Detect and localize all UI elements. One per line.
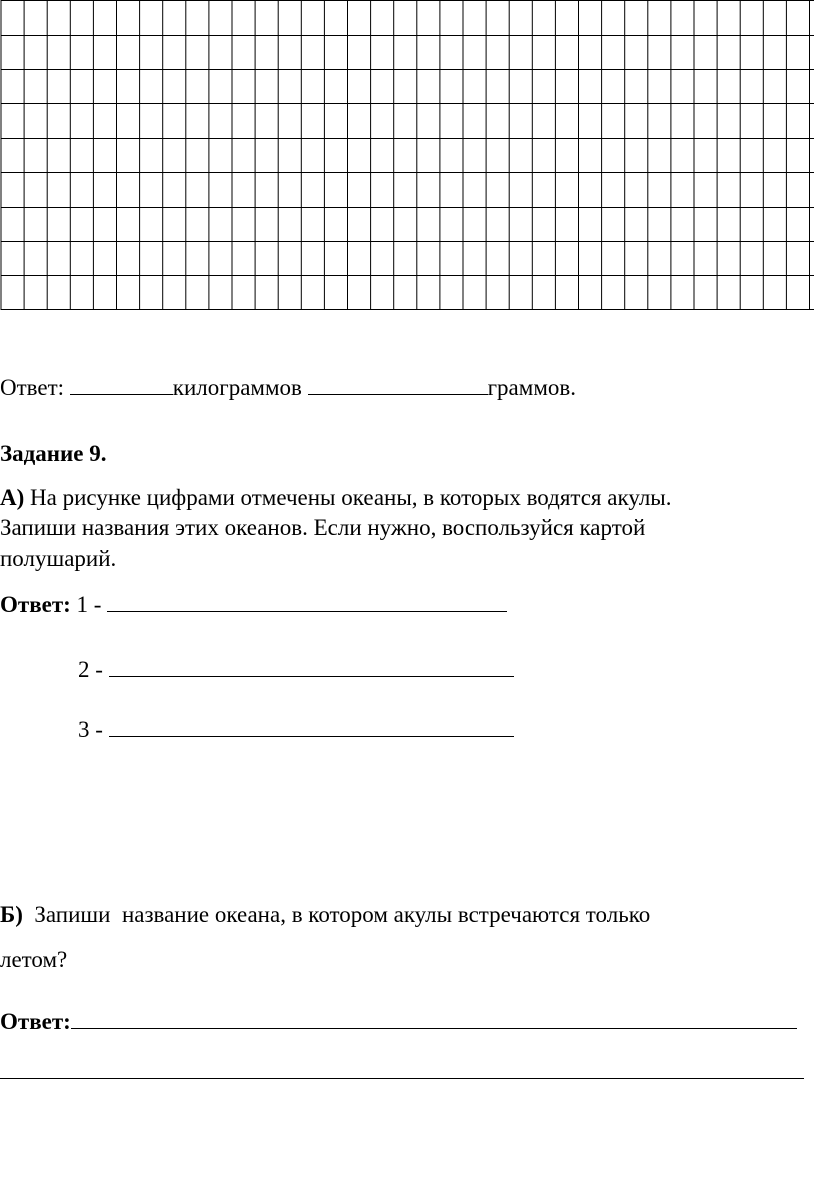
answer-2-blank[interactable] — [109, 656, 514, 677]
kg-unit-label: килограммов — [172, 375, 302, 400]
part-a-answer-3 — [78, 716, 514, 744]
part-b-text-1: Запиши название океана, в котором акулы встречаются только — [22, 902, 651, 927]
answer-grid — [0, 0, 816, 310]
part-b-answer-label: Ответ: — [0, 1009, 71, 1034]
weight-answer-line — [0, 374, 576, 402]
g-unit-label: граммов. — [487, 375, 576, 400]
part-a-text-1: На рисунке цифрами отмечены океаны, в которых водятся акулы. — [24, 485, 672, 510]
weight-answer-prefix: Ответ: — [0, 375, 70, 400]
part-a-answer-2 — [78, 656, 514, 684]
part-b-text-2: летом? — [0, 947, 68, 972]
part-a-marker: А) — [0, 485, 25, 510]
part-a-text-2: Запиши названия этих океанов. Если нужно, воспользуйся картой — [0, 515, 646, 540]
task9a-line1 — [0, 484, 672, 512]
kg-answer-blank[interactable] — [70, 374, 173, 395]
part-a-answer-1 — [0, 591, 507, 619]
answer-item-2-number: 2 - — [78, 657, 109, 682]
part-b-answer-second-line[interactable] — [0, 1078, 804, 1079]
part-b-answer — [0, 1008, 797, 1036]
part-a-text-3: полушарий. — [0, 546, 117, 571]
part-b-marker: Б) — [0, 902, 23, 927]
answer-1-blank[interactable] — [107, 591, 507, 612]
answer-3-blank[interactable] — [109, 716, 514, 737]
task9b-line1 — [0, 901, 650, 929]
part-b-answer-blank[interactable] — [71, 1008, 797, 1029]
answer-item-1-number: 1 - — [70, 592, 108, 617]
answer-item-3-number: 3 - — [78, 717, 109, 742]
task9-title: Задание 9. — [0, 441, 107, 466]
g-answer-blank[interactable] — [308, 374, 488, 395]
part-a-answer-label: Ответ: — [0, 592, 71, 617]
